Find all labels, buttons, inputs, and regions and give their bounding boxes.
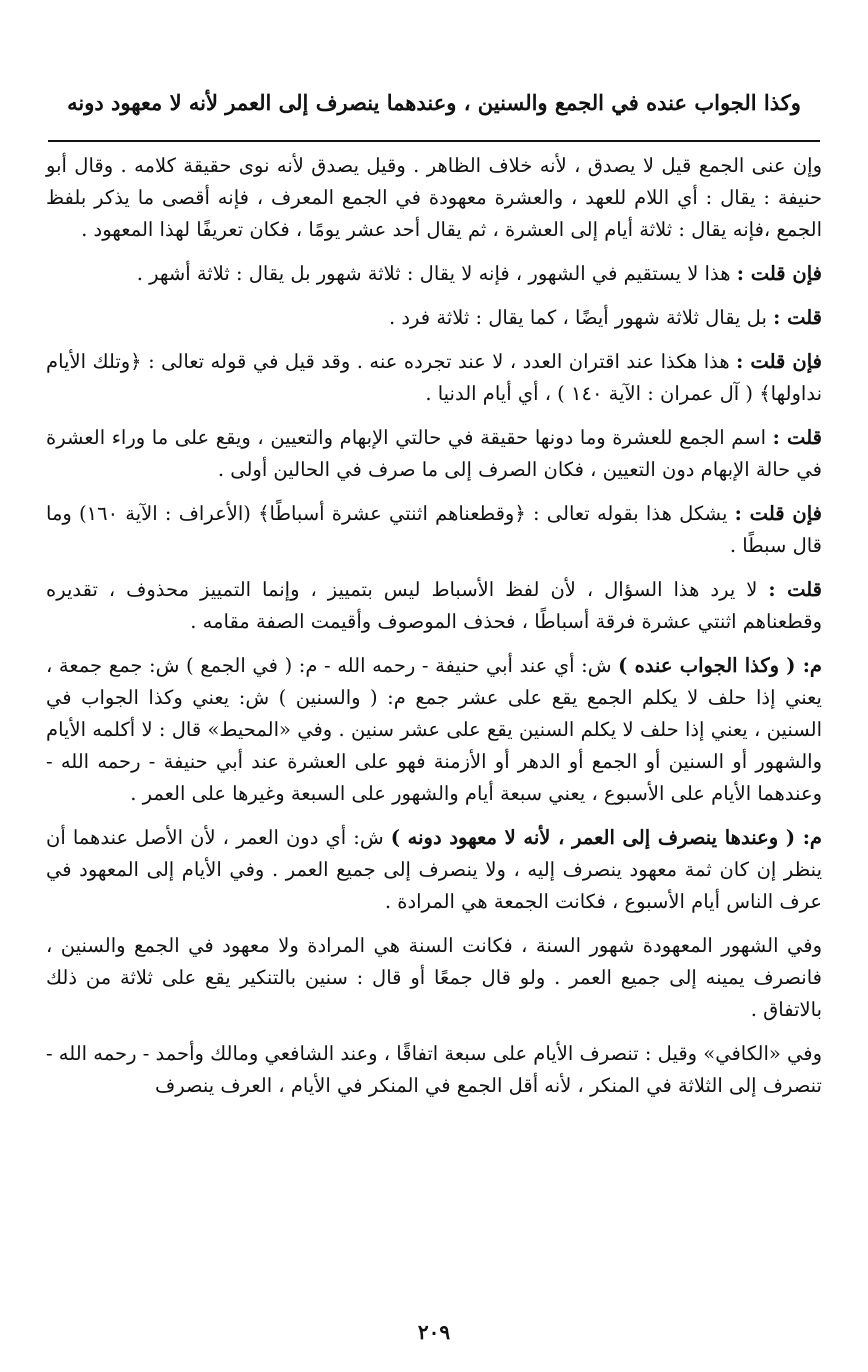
paragraph-lead: قلت :: [768, 578, 822, 601]
paragraph-text: وإن عنى الجمع قيل لا يصدق ، لأنه خلاف الظاهر . وقيل يصدق لأنه نوى حقيقة كلامه . وقال أبو حنيفة : يقال : أي اللام للعهد ، والعشرة معهودة في الجمع المعرف ، فإنه أقصى ما يذكر بلفظ الجمع ،فإنه يقال : ثلاثة أيام إلى العشرة ، ثم يقال أحد عشر يومًا ، فكان تعريفًا لهذا المعهود .: [46, 154, 822, 241]
paragraph-text: وفي الشهور المعهودة شهور السنة ، فكانت السنة هي المرادة ولا معهود في الجمع والسنين ، فانصرف يمينه إلى جميع العمر . ولو قال جمعًا أو قال : سنين بالتنكير يقع على ثلاثة من ذلك بالاتفاق .: [46, 934, 822, 1021]
paragraph-text: لا يرد هذا السؤال ، لأن لفظ الأسباط ليس بتمييز ، وإنما التمييز محذوف ، تقديره وقطعناهم اثنتي عشرة فرقة أسباطًا ، فحذف الموصوف وأقيمت الصفة مقامه .: [46, 578, 822, 633]
paragraph: [46, 150, 822, 246]
paragraph-lead: فإن قلت :: [736, 350, 822, 373]
running-header: وكذا الجواب عنده في الجمع والسنين ، وعندهما ينصرف إلى العمر لأنه لا معهود دونه: [67, 90, 801, 115]
body-text: [46, 150, 822, 1114]
paragraph: [46, 650, 822, 810]
paragraph-lead: فإن قلت :: [734, 502, 822, 525]
header-divider: [48, 140, 820, 142]
paragraph-lead: قلت :: [772, 426, 822, 449]
paragraph-text: هذا هكذا عند اقتران العدد ، لا عند تجرده عنه . وقد قيل في قوله تعالى : ﴿وتلك الأيام نداولها﴾ ( آل عمران : الآية ١٤٠ ) ، أي أيام الدنيا .: [46, 350, 822, 405]
paragraph: [46, 574, 822, 638]
paragraph-text: يشكل هذا بقوله تعالى : ﴿وقطعناهم اثنتي عشرة أسباطًا﴾ (الأعراف : الآية ١٦٠) وما قال سبطًا .: [46, 502, 822, 557]
paragraph-text: وفي «الكافي» وقيل : تنصرف الأيام على سبعة اتفاقًا ، وعند الشافعي ومالك وأحمد - رحمه الله - تنصرف إلى الثلاثة في المنكر ، لأنه أقل الجمع في المنكر في الأيام ، العرف ينصرف: [46, 1042, 822, 1097]
paragraph-lead: م: ( وكذا الجواب عنده ): [618, 654, 822, 677]
paragraph: [46, 302, 822, 334]
paragraph-lead: فإن قلت :: [736, 262, 822, 285]
paragraph-text: هذا لا يستقيم في الشهور ، فإنه لا يقال : ثلاثة شهور بل يقال : ثلاثة أشهر .: [136, 262, 737, 285]
paragraph-text: ش: أي عند أبي حنيفة - رحمه الله - م: ( في الجمع ) ش: جمع جمعة ، يعني إذا حلف لا يكلم الجمع يقع على عشر جمع م: ( والسنين ) ش: يعني وكذا الجواب في السنين ، يعني إذا حلف لا يكلم السنين يقع على عشر سنين . وفي «المحيط» قال : لا أكلمه الأيام والشهور أو السنين أو الجمع أو الدهر أو الأزمنة فهو على العشرة عند أبي حنيفة - رحمه الله - وعندهما الأيام على الأسبوع ، يعني سبعة أيام والشهور على السبعة وغيرها على العمر .: [46, 654, 822, 805]
paragraph: [46, 1038, 822, 1102]
paragraph: [46, 498, 822, 562]
paragraph-lead: م: ( وعندها ينصرف إلى العمر ، لأنه لا معهود دونه ): [390, 826, 823, 849]
paragraph: [46, 822, 822, 918]
page-number: ٢٠٩: [417, 1320, 451, 1344]
paragraph: [46, 422, 822, 486]
paragraph-lead: قلت :: [773, 306, 822, 329]
paragraph-text: ش: أي دون العمر ، لأن الأصل عندهما أن ينظر إن كان ثمة معهود ينصرف إليه ، ولا ينصرف إلى جميع العمر . وفي الأيام إلى المعهود في عرف الناس أيام الأسبوع ، فكانت الجمعة هي المرادة .: [46, 826, 822, 913]
paragraph: [46, 930, 822, 1026]
paragraph: [46, 346, 822, 410]
paragraph-text: بل يقال ثلاثة شهور أيضًا ، كما يقال : ثلاثة فرد .: [388, 306, 774, 329]
paragraph-text: اسم الجمع للعشرة وما دونها حقيقة في حالتي الإبهام والتعيين ، ويقع على ما وراء العشرة في حالة الإبهام دون التعيين ، فكان الصرف إلى ما صرف في الحالين أولى .: [46, 426, 822, 481]
paragraph: [46, 258, 822, 290]
